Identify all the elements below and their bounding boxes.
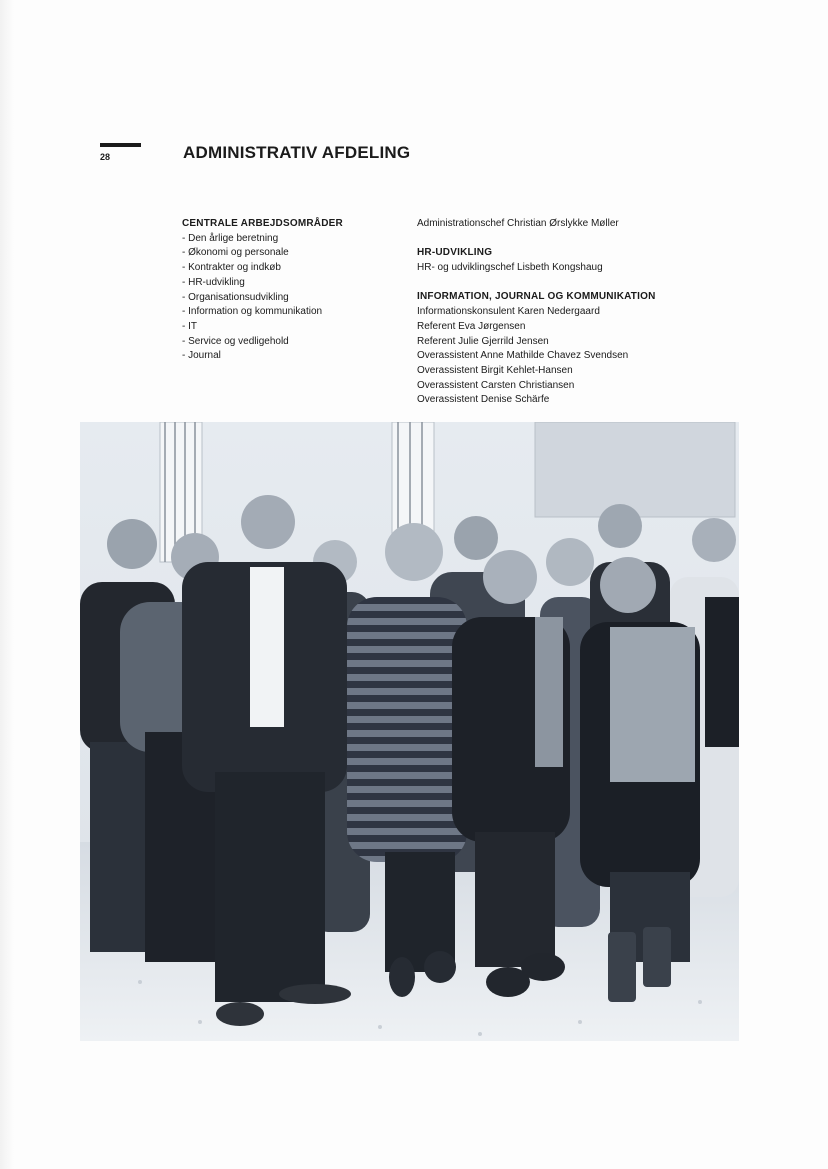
staff-member: Referent Julie Gjerrild Jensen: [417, 335, 549, 347]
staff-column: [417, 217, 737, 408]
work-areas-column: [182, 217, 402, 364]
staff-member: Referent Eva Jørgensen: [417, 320, 526, 332]
staff-member: Overassistent Birgit Kehlet-Hansen: [417, 365, 573, 376]
page-number: 28: [100, 152, 111, 162]
page-title: ADMINISTRATIV AFDELING: [183, 143, 411, 162]
work-area-item: - IT: [182, 320, 197, 332]
staff-member: Overassistent Anne Mathilde Chavez Svendsen: [417, 350, 629, 362]
chief-line: Administrationschef Christian Ørslykke Møller: [417, 218, 619, 229]
group-photo: [80, 422, 739, 1041]
spacer: [417, 276, 737, 291]
work-area-item: - Journal: [182, 350, 221, 362]
group-photo-illustration: [80, 422, 739, 1041]
page-number-rule: [100, 143, 141, 147]
scan-edge: [0, 0, 14, 1169]
work-area-item: - Organisationsudvikling: [182, 291, 289, 303]
spacer: [417, 232, 737, 247]
work-area-item: - HR-udvikling: [182, 276, 245, 288]
work-area-item: - Den årlige beretning: [182, 232, 279, 244]
staff-member: HR- og udviklingschef Lisbeth Kongshaug: [417, 262, 603, 274]
work-area-item: - Økonomi og personale: [182, 247, 289, 259]
staff-member: Overassistent Carsten Christiansen: [417, 379, 575, 391]
work-area-item: - Kontrakter og indkøb: [182, 262, 281, 274]
info-heading: INFORMATION, JOURNAL OG KOMMUNIKATION: [417, 291, 656, 303]
work-areas-heading: CENTRALE ARBEJDSOMRÅDER: [182, 218, 343, 229]
work-area-item: - Information og kommunikation: [182, 306, 323, 318]
hr-heading: HR-UDVIKLING: [417, 247, 493, 259]
staff-member: Informationskonsulent Karen Nedergaard: [417, 306, 600, 318]
work-area-item: - Service og vedligehold: [182, 335, 289, 347]
staff-member: Overassistent Denise Schärfe: [417, 394, 550, 406]
